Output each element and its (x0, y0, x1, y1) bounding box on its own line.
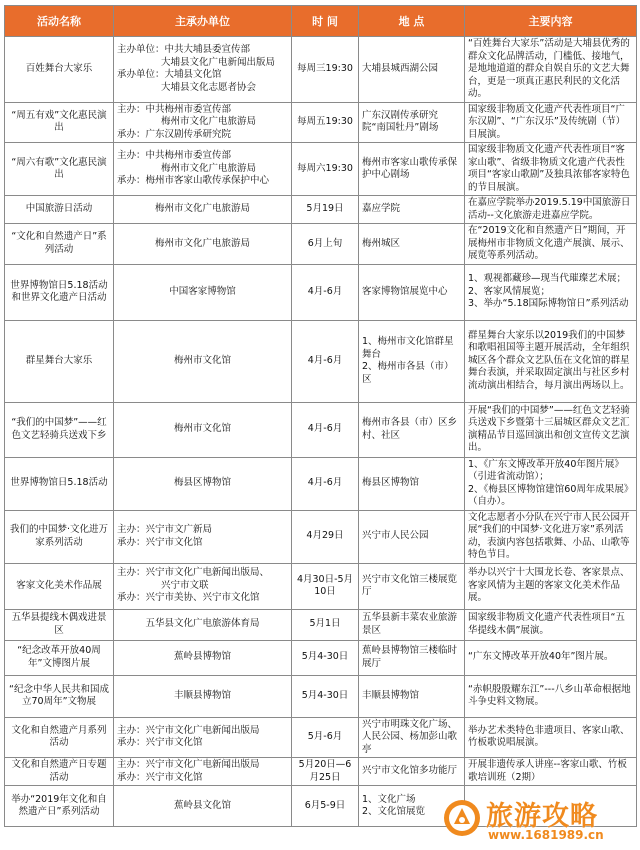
content-cell: 国家级非物质文化遗产代表性项目“客家山歌”、省级非物质文化遗产代表性项目“客家山歌剧”及独具浓郁客家特色的节目展演。 (465, 143, 637, 196)
place-cell: 梅县区博物馆 (359, 457, 465, 510)
organizer-line: 丰顺县博物馆 (173, 689, 231, 701)
time-cell: 4月-6月 (292, 320, 359, 402)
content-cell: “广东文博改革开放40年”图片展。 (465, 640, 637, 675)
time-cell: 5月20日—6月25日 (292, 758, 359, 786)
table-row (5, 102, 637, 143)
content-cell: 国家级非物质文化遗产代表性项目“广东汉剧”、“广东汉乐”及传统剧（节）目展演。 (465, 102, 637, 143)
organizer-line: 主办单位：中共大埔县委宣传部 (117, 44, 251, 56)
table-row (5, 675, 637, 717)
organizer-cell (114, 143, 292, 196)
content-cell: 开展“我们的中国梦”——红色文艺轻骑兵送戏下乡暨第十三届城区群众文艺汇演精品节目巡回演出和创文宣传文艺演出。 (465, 402, 637, 457)
header-org: 主承办单位 (114, 6, 292, 37)
activity-name-cell: 世界博物馆日5.18活动 (5, 457, 114, 510)
time-cell: 每周三19:30 (292, 37, 359, 103)
organizer-cell (114, 640, 292, 675)
time-cell: 5月-6月 (292, 717, 359, 758)
organizer-cell (114, 609, 292, 640)
content-cell: 国家级非物质文化遗产代表性项目“五华提线木偶”展演。 (465, 609, 637, 640)
table-row (5, 609, 637, 640)
table-row (5, 563, 637, 609)
organizer-cell (114, 37, 292, 103)
organizer-line: 蕉岭县博物馆 (173, 651, 231, 663)
header-place: 地 点 (359, 6, 465, 37)
organizer-line: 承办：兴宁市文化馆 (117, 737, 203, 749)
activity-name-cell: “纪念改革开放40周年”文博图片展 (5, 640, 114, 675)
place-cell: 客家博物馆展览中心 (359, 264, 465, 320)
organizer-line: 梅州市文化广电旅游局 (154, 203, 250, 215)
content-cell (465, 786, 637, 827)
organizer-line: 五华县文化广电旅游体育局 (145, 618, 260, 630)
table-row (5, 320, 637, 402)
activity-schedule-table (4, 5, 637, 827)
activity-name-cell: “纪念中华人民共和国成立70周年”文物展 (5, 675, 114, 717)
organizer-line: 梅州市文化馆 (173, 354, 231, 366)
content-cell: “赤帜殷殷耀东江”---八乡山革命根据地斗争史料文物展。 (465, 675, 637, 717)
time-cell: 6月5-9日 (292, 786, 359, 827)
watermark-url: www.1681989.cn (488, 828, 604, 842)
table-row (5, 402, 637, 457)
place-cell: 1、梅州市文化馆群星舞台 2、梅州市各县（市）区 (359, 320, 465, 402)
organizer-line: 主办：中共梅州市委宣传部 (117, 150, 232, 162)
table-row (5, 510, 637, 563)
organizer-line: 主办：中共梅州市委宣传部 (117, 103, 232, 115)
organizer-line: 承办：兴宁市文化馆 (117, 771, 203, 783)
watermark-title: 旅游攻略 (486, 801, 598, 832)
table-row (5, 758, 637, 786)
organizer-cell (114, 402, 292, 457)
organizer-line: 梅州市文化广电旅游局 (161, 162, 257, 174)
organizer-line: 中国客家博物馆 (169, 285, 236, 297)
organizer-cell (114, 510, 292, 563)
place-cell: 嘉应学院 (359, 196, 465, 224)
content-cell: 在嘉应学院举办2019.5.19中国旅游日活动--文化旅游走进嘉应学院。 (465, 196, 637, 224)
content-cell: 开展非遗传承人讲座--客家山歌、竹板歌培训班（2期） (465, 758, 637, 786)
organizer-cell (114, 457, 292, 510)
place-cell: 梅州市各县（市）区乡村、社区 (359, 402, 465, 457)
organizer-cell (114, 320, 292, 402)
header-row (5, 6, 637, 37)
table-row (5, 196, 637, 224)
time-cell: 4月-6月 (292, 402, 359, 457)
time-cell: 5月1日 (292, 609, 359, 640)
place-cell: 1、文化广场 2、文化馆展览 (359, 786, 465, 827)
organizer-line: 兴宁市文联 (161, 579, 209, 591)
table-row (5, 457, 637, 510)
organizer-cell (114, 224, 292, 265)
header-content: 主要内容 (465, 6, 637, 37)
organizer-cell (114, 717, 292, 758)
organizer-line: 大埔县文化志愿者协会 (161, 81, 257, 93)
organizer-line: 承办：兴宁市美协、兴宁市文化馆 (117, 592, 260, 604)
organizer-cell (114, 786, 292, 827)
organizer-cell (114, 264, 292, 320)
activity-name-cell: 客家文化美术作品展 (5, 563, 114, 609)
place-cell: 兴宁市文化馆三楼展览厅 (359, 563, 465, 609)
organizer-line: 主办：兴宁市文广新局 (117, 524, 213, 535)
time-cell: 每周五19:30 (292, 102, 359, 143)
organizer-line: 承办：梅州市客家山歌传承保护中心 (117, 175, 270, 187)
table-row (5, 224, 637, 265)
table-row (5, 786, 637, 827)
place-cell: 蕉岭县博物馆三楼临时展厅 (359, 640, 465, 675)
place-cell: 五华县新丰菜农业旅游景区 (359, 609, 465, 640)
organizer-line: 主办：兴宁市文化广电新闻出版局、 (117, 567, 270, 579)
activity-name-cell: “我们的中国梦”——红色文艺轻骑兵送戏下乡 (5, 402, 114, 457)
activity-name-cell: 我们的中国梦·文化进万家系列活动 (5, 510, 114, 563)
content-cell: 文化志愿者小分队在兴宁市人民公园开展“我们的中国梦·文化进万家”系列活动，表演内容包括歌舞、小品、山歌等特色节目。 (465, 510, 637, 563)
organizer-cell (114, 102, 292, 143)
organizer-line: 承办单位：大埔县文化馆 (117, 69, 222, 81)
header-time: 时 间 (292, 6, 359, 37)
place-cell: 梅州市客家山歌传承保护中心剧场 (359, 143, 465, 196)
table-row (5, 37, 637, 103)
place-cell: 兴宁市文化馆多功能厅 (359, 758, 465, 786)
activity-name-cell: 中国旅游日活动 (5, 196, 114, 224)
table-row (5, 640, 637, 675)
header-name: 活动名称 (5, 6, 114, 37)
time-cell: 5月19日 (292, 196, 359, 224)
organizer-cell (114, 196, 292, 224)
organizer-line: 主办：兴宁市文化广电新闻出版局 (117, 724, 260, 736)
activity-name-cell: 群星舞台大家乐 (5, 320, 114, 402)
content-cell: 举办以兴宁十大围龙长卷、客家景点、客家风情为主题的客家文化美术作品展。 (465, 563, 637, 609)
content-cell: 群星舞台大家乐以2019我们的中国梦和歌唱祖国等主题开展活动，全年组织城区各个群众文艺队伍在文化馆的群星舞台表演，并采取固定演出与社区乡村流动演出相结合，每月演出两场以上。 (465, 320, 637, 402)
organizer-line: 梅县区博物馆 (173, 477, 231, 489)
organizer-line: 蕉岭县文化馆 (173, 799, 231, 811)
place-cell: 兴宁市人民公园 (359, 510, 465, 563)
activity-name-cell: 五华县提线木偶戏进景区 (5, 609, 114, 640)
organizer-line: 大埔县文化广电新闻出版局 (161, 56, 276, 68)
activity-name-cell: 文化和自然遗产月系列活动 (5, 717, 114, 758)
place-cell: 大埔县城西湖公园 (359, 37, 465, 103)
time-cell: 4月29日 (292, 510, 359, 563)
organizer-line: 梅州市文化馆 (173, 423, 231, 435)
activity-name-cell: 百姓舞台大家乐 (5, 37, 114, 103)
activity-name-cell: “周六有歌”文化惠民演出 (5, 143, 114, 196)
activity-name-cell: 举办“2019年文化和自然遗产日”系列活动 (5, 786, 114, 827)
time-cell: 5月4-30日 (292, 640, 359, 675)
content-cell: 举办艺术类特色非遗项目、客家山歌、竹板歌说唱展演。 (465, 717, 637, 758)
time-cell: 每周六19:30 (292, 143, 359, 196)
content-cell: 在“2019文化和自然遗产日”期间，开展梅州市非物质文化遗产展演、展示、展览等系列活动。 (465, 224, 637, 265)
place-cell: 梅州城区 (359, 224, 465, 265)
time-cell: 4月-6月 (292, 264, 359, 320)
organizer-line: 梅州市文化广电旅游局 (154, 237, 250, 249)
organizer-line: 承办：兴宁市文化馆 (117, 536, 203, 548)
organizer-cell (114, 563, 292, 609)
organizer-line: 梅州市文化广电旅游局 (161, 116, 257, 127)
content-cell: 1、观视都藏珍—现当代璀璨艺术展； 2、客家风情展览； 3、举办“5.18国际博物馆日”系列活动 (465, 264, 637, 320)
time-cell: 4月30日-5月10日 (292, 563, 359, 609)
organizer-line: 承办：广东汉剧传承研究院 (117, 128, 232, 140)
place-cell: 广东汉剧传承研究院“南国牡丹”剧场 (359, 102, 465, 143)
activity-name-cell: “周五有戏”文化惠民演出 (5, 102, 114, 143)
time-cell: 6月上旬 (292, 224, 359, 265)
time-cell: 5月4-30日 (292, 675, 359, 717)
organizer-cell (114, 758, 292, 786)
activity-name-cell: “文化和自然遗产日”系列活动 (5, 224, 114, 265)
activity-name-cell: 世界博物馆日5.18活动和世界文化遗产日活动 (5, 264, 114, 320)
table-row (5, 264, 637, 320)
place-cell: 丰顺县博物馆 (359, 675, 465, 717)
content-cell: 1、《广东文博改革开放40年图片展》（引进省流动馆）； 2、《梅县区博物馆建馆60周年成果展》（自办）。 (465, 457, 637, 510)
activity-name-cell: 文化和自然遗产日专题活动 (5, 758, 114, 786)
content-cell: “百姓舞台大家乐”活动是大埔县优秀的群众文化品牌活动，门槛低、接地气，是地地道道的群众自娱自乐的文艺大舞台，更是一项真正惠民利民的文化活动。 (465, 37, 637, 103)
table-row (5, 143, 637, 196)
organizer-cell (114, 675, 292, 717)
table-row (5, 717, 637, 758)
organizer-line: 主办：兴宁市文化广电新闻出版局 (117, 759, 260, 770)
time-cell: 4月-6月 (292, 457, 359, 510)
place-cell: 兴宁市明珠文化广场、人民公园、杨加彭山歌亭 (359, 717, 465, 758)
